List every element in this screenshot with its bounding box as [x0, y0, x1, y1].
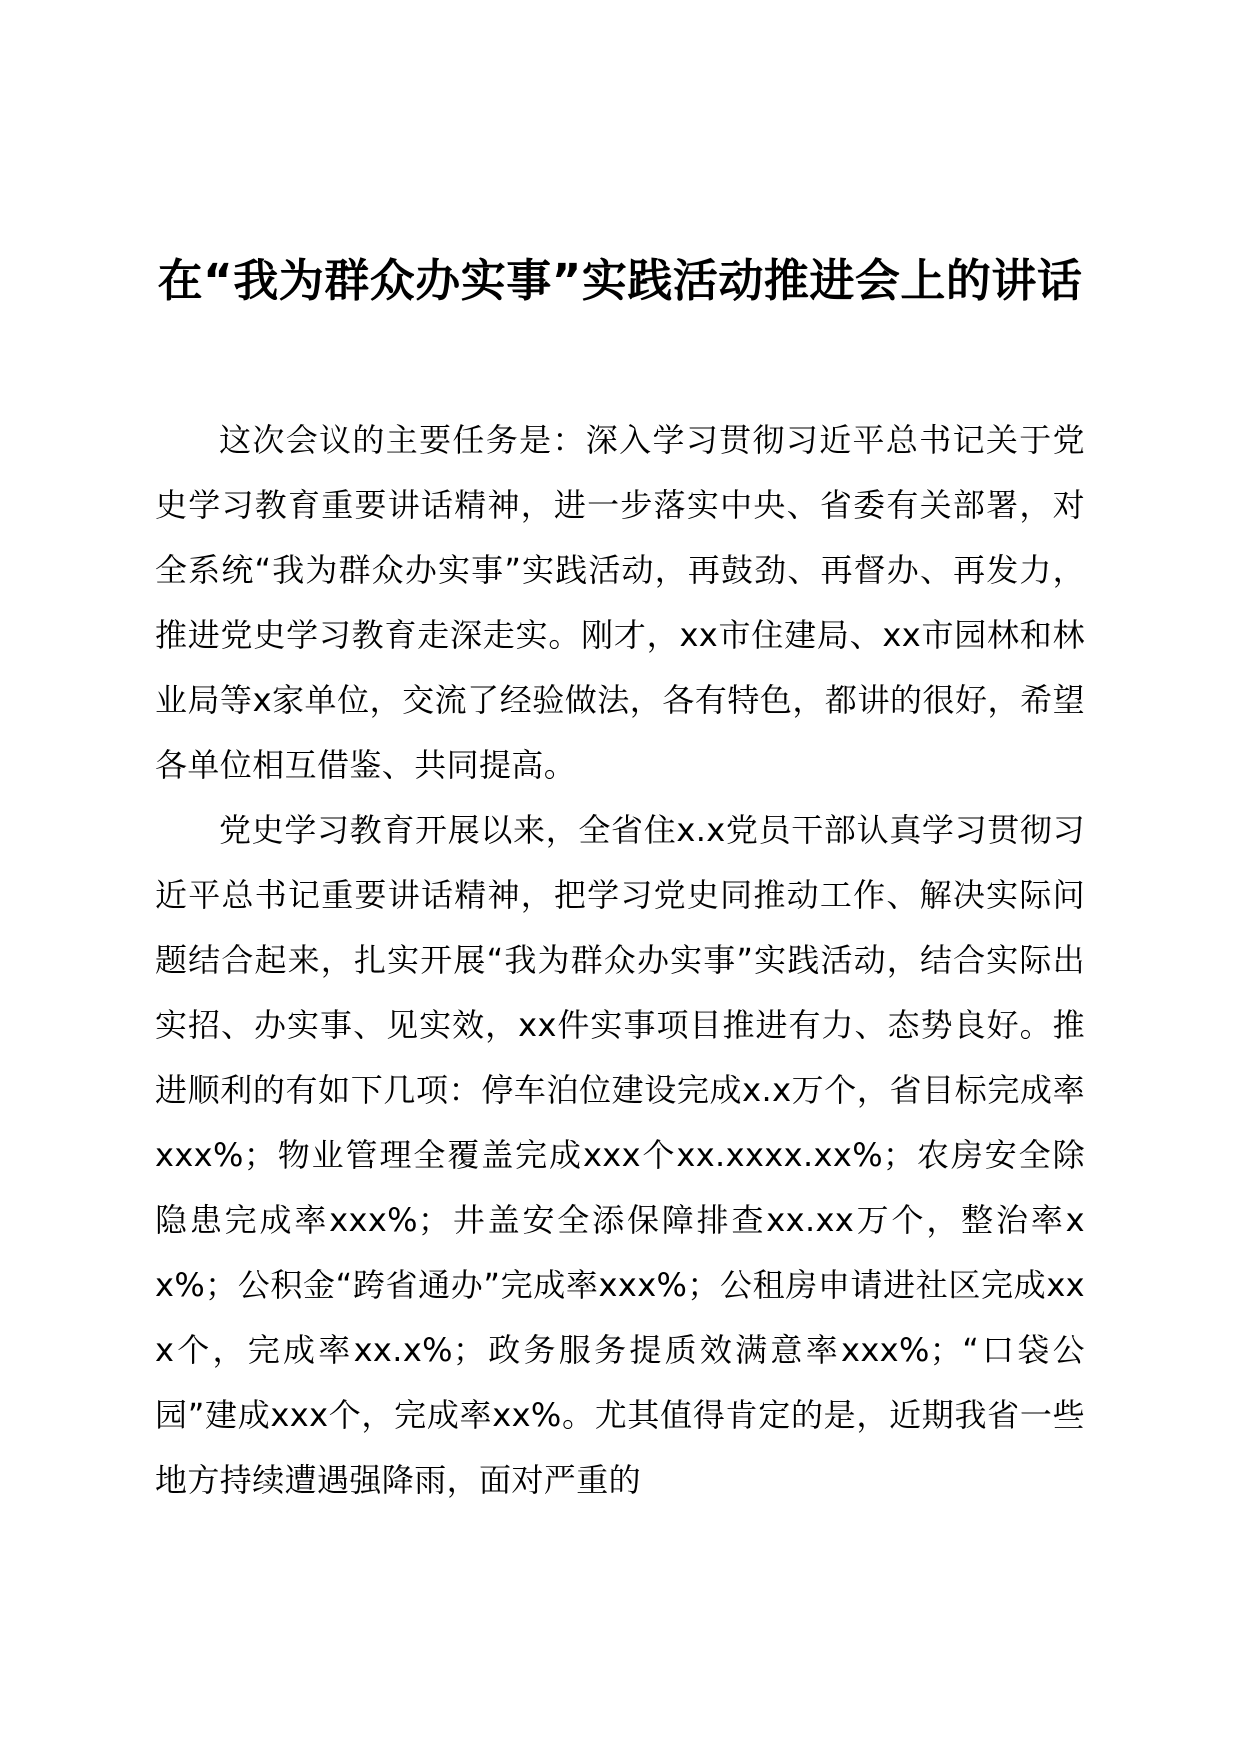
paragraph-2: 党史学习教育开展以来，全省住x.x党员干部认真学习贯彻习近平总书记重要讲话精神，把学习党史同推动工作、解决实际问题结合起来，扎实开展“我为群众办实事”实践活动，结合实际出实招、办实事、见实效，xx件实事项目推进有力、态势良好。推进顺利的有如下几项：停车泊位建设完成x.x万个，省目标完成率xxx%；物业管理全覆盖完成xxx个xx.xxxx.xx%；农房安全除隐患完成率xxx%；井盖安全添保障排查xx.xx万个，整治率xx%；公积金“跨省通办”完成率xxx%；公租房申请进社区完成xxx个，完成率xx.x%；政务服务提质效满意率xxx%；“口袋公园”建成xxx个，完成率xx%。尤其值得肯定的是，近期我省一些地方持续遭遇强降雨，面对严重的: [155, 811, 1085, 1499]
document-title: 在“我为群众办实事”实践活动推进会上的讲话: [157, 254, 1083, 307]
paragraph-1: 这次会议的主要任务是：深入学习贯彻习近平总书记关于党史学习教育重要讲话精神，进一步落实中央、省委有关部署，对全系统“我为群众办实事”实践活动，再鼓劲、再督办、再发力，推进党史学习教育走深走实。刚才，xx市住建局、xx市园林和林业局等x家单位，交流了经验做法，各有特色，都讲的很好，希望各单位相互借鉴、共同提高。: [155, 421, 1085, 784]
document-body: [155, 408, 1085, 1513]
